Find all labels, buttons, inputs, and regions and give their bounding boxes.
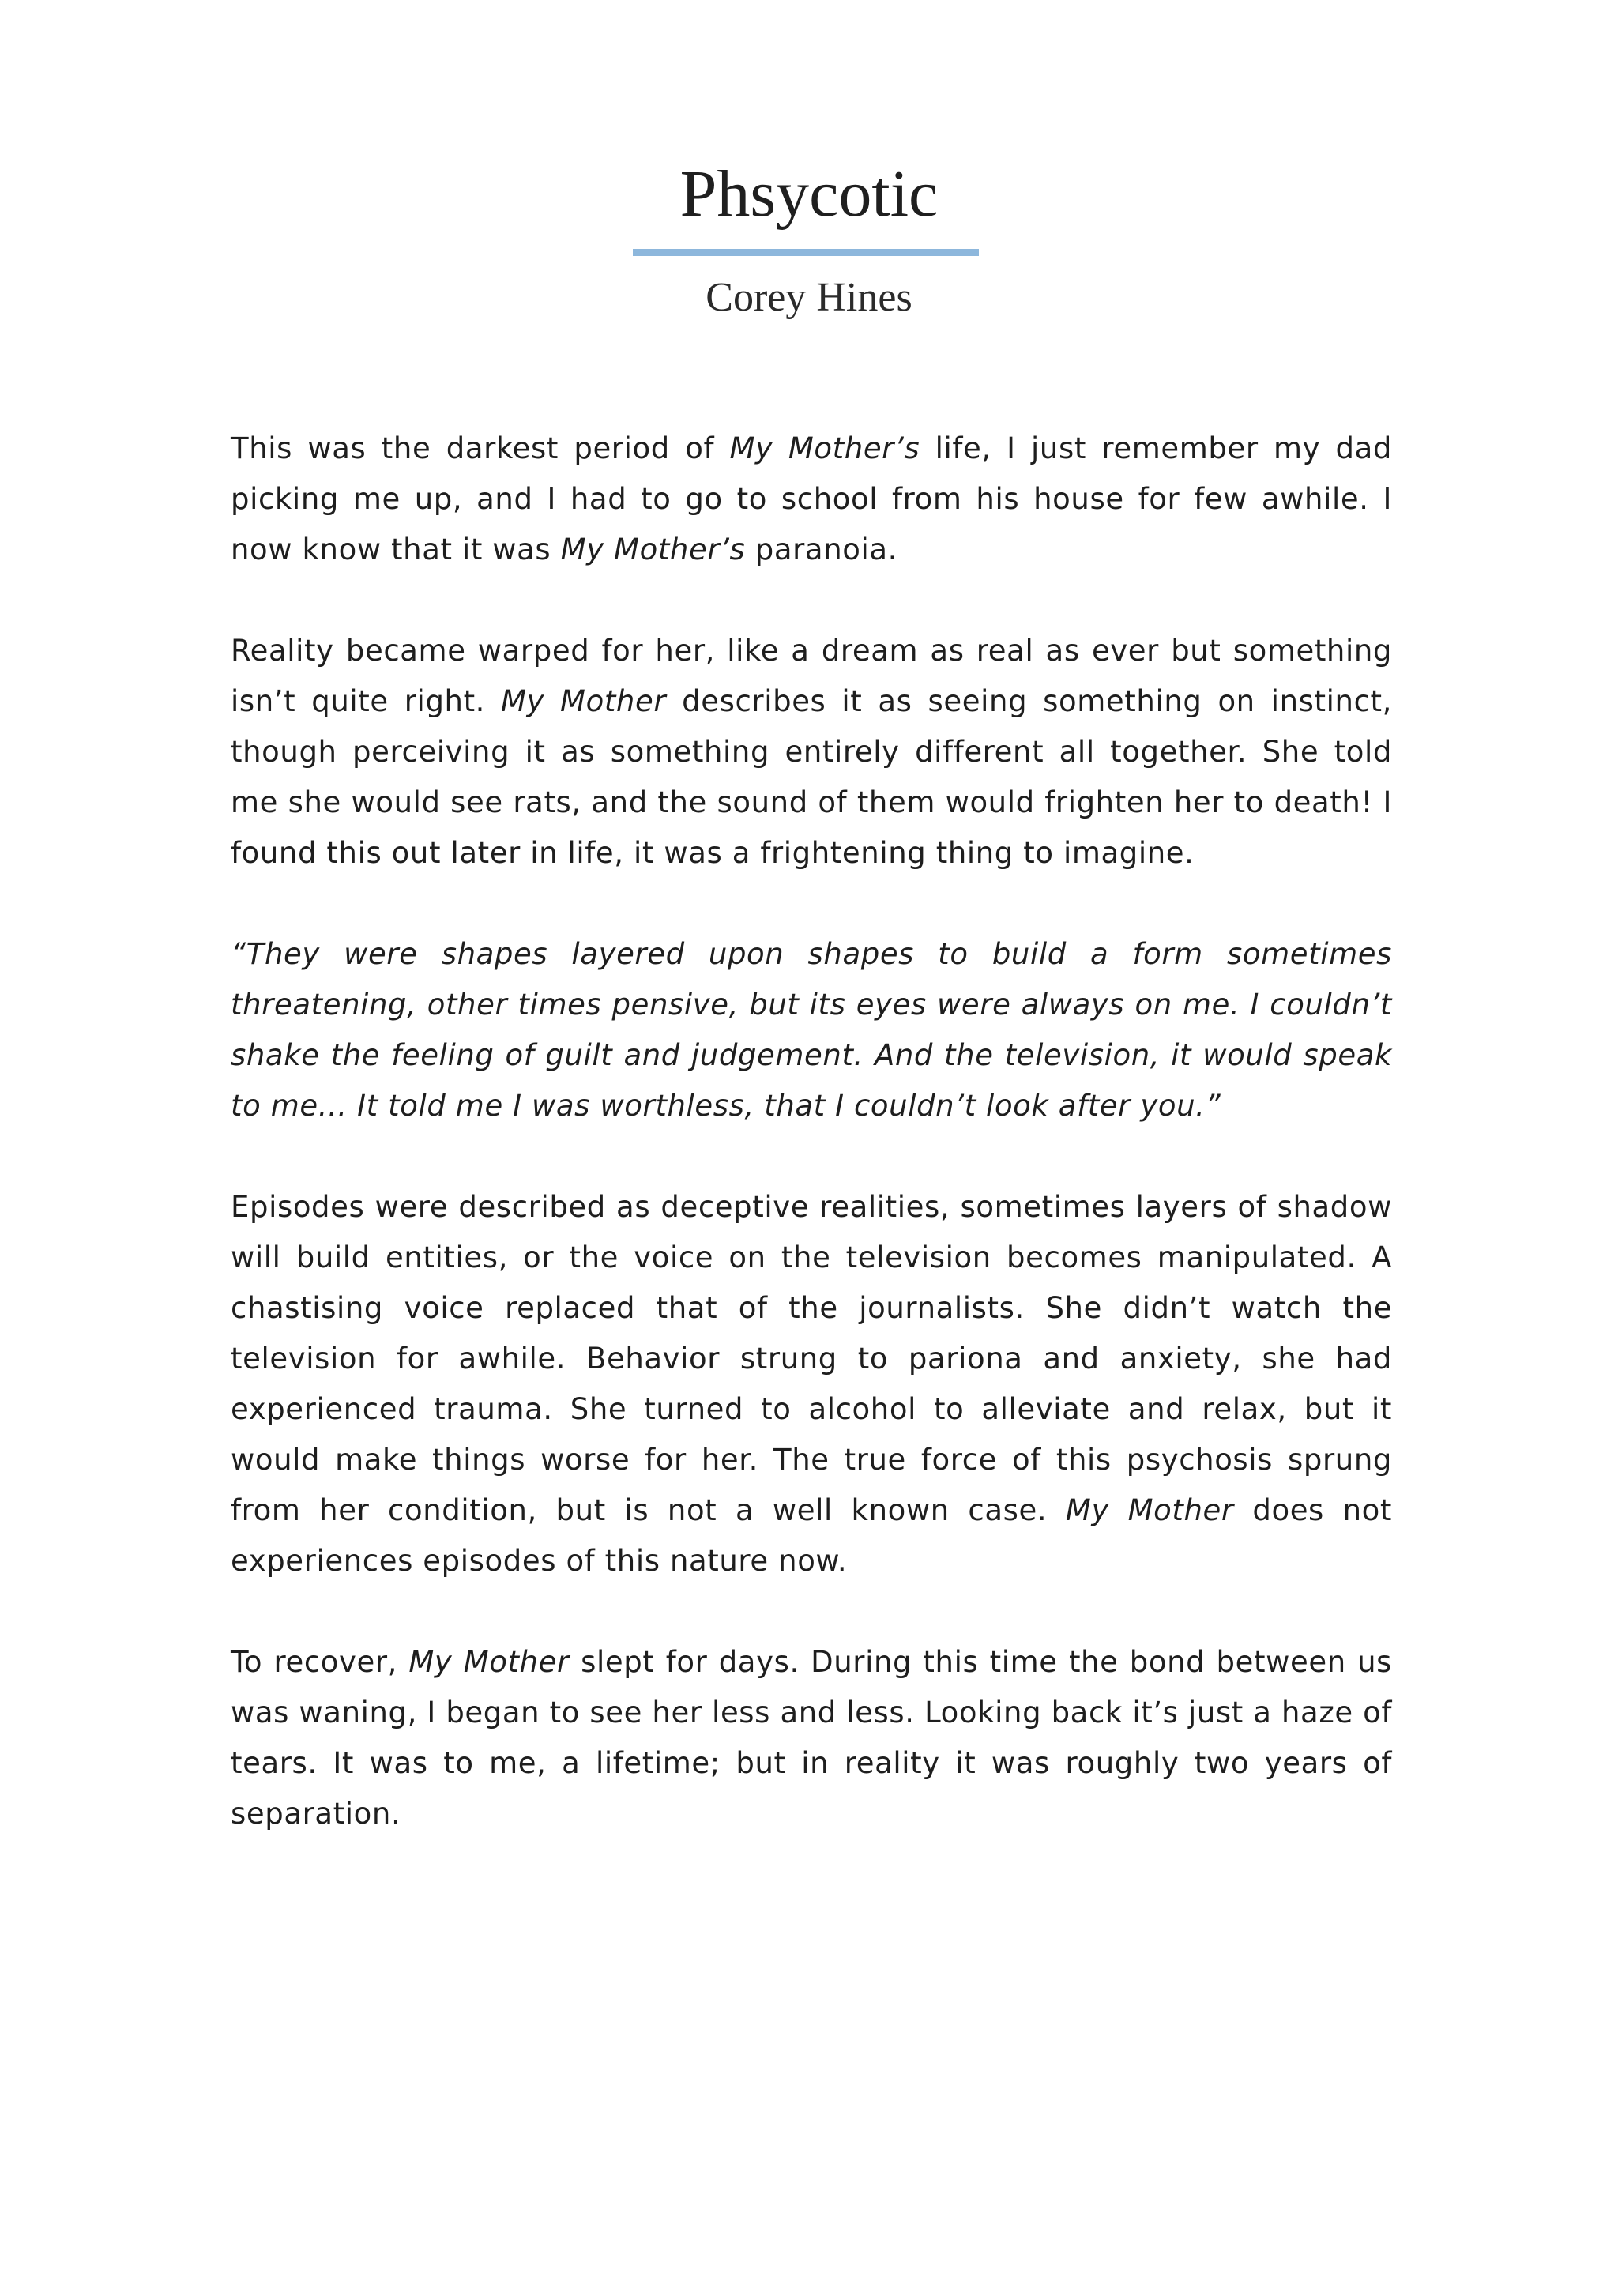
emphasis-text: My Mother’s	[560, 533, 746, 566]
paragraph-text: Reality became warped for her, like a dream as real as ever but something isn’t quite right.	[231, 634, 1392, 718]
paragraph-text: This was the darkest period of	[231, 431, 730, 465]
document-title: Phsycotic	[679, 157, 939, 231]
emphasis-text: My Mother	[501, 684, 667, 718]
quote-paragraph	[231, 929, 1392, 1131]
author-name: Corey Hines	[706, 275, 912, 320]
paragraph-5	[231, 1637, 1392, 1839]
paragraph-2	[231, 626, 1392, 879]
emphasis-text: My Mother	[408, 1645, 570, 1679]
paragraph-text: describes it as seeing something on instinct, though perceiving it as something entirely different all together. She told me she would see rats, and the sound of them would frighten her to death! I found this out later in life, it was a frightening thing to imagine.	[231, 684, 1392, 870]
quote-text: “They were shapes layered upon shapes to build a form sometimes threatening, other times pensive, but its eyes were always on me. I couldn’t shake the feeling of guilt and judgement. And the television, it would speak to me... It told me I was worthless, that I couldn’t look after you.”	[231, 937, 1392, 1123]
emphasis-text: My Mother’s	[729, 431, 920, 465]
emphasis-text: My Mother	[1065, 1493, 1234, 1527]
document-body	[231, 423, 1392, 1890]
paragraph-text: slept for days. During this time the bond between us was waning, I began to see her less and less. Looking back it’s just a haze of tears. It was to me, a lifetime; but in reality it was roughly two years of separation.	[231, 1645, 1392, 1831]
paragraph-1	[231, 423, 1392, 575]
title-underline	[633, 249, 979, 256]
paragraph-text: To recover,	[231, 1645, 409, 1679]
paragraph-text: life, I just remember my dad picking me up, and I had to go to school from his house for few awhile. I now know that it was	[231, 431, 1393, 566]
paragraph-4	[231, 1182, 1392, 1586]
paragraph-text: does not experiences episodes of this nature now.	[231, 1493, 1392, 1578]
paragraph-text: Episodes were described as deceptive realities, sometimes layers of shadow will build entities, or the voice on the television becomes manipulated. A chastising voice replaced that of the journalists. She didn’t watch the television for awhile. Behavior strung to pariona and anxiety, she had experienced trauma. She turned to alcohol to alleviate and relax, but it would make things worse for her. The true force of this psychosis sprung from her condition, but is not a well known case.	[231, 1190, 1392, 1527]
paragraph-text: paranoia.	[745, 533, 897, 566]
